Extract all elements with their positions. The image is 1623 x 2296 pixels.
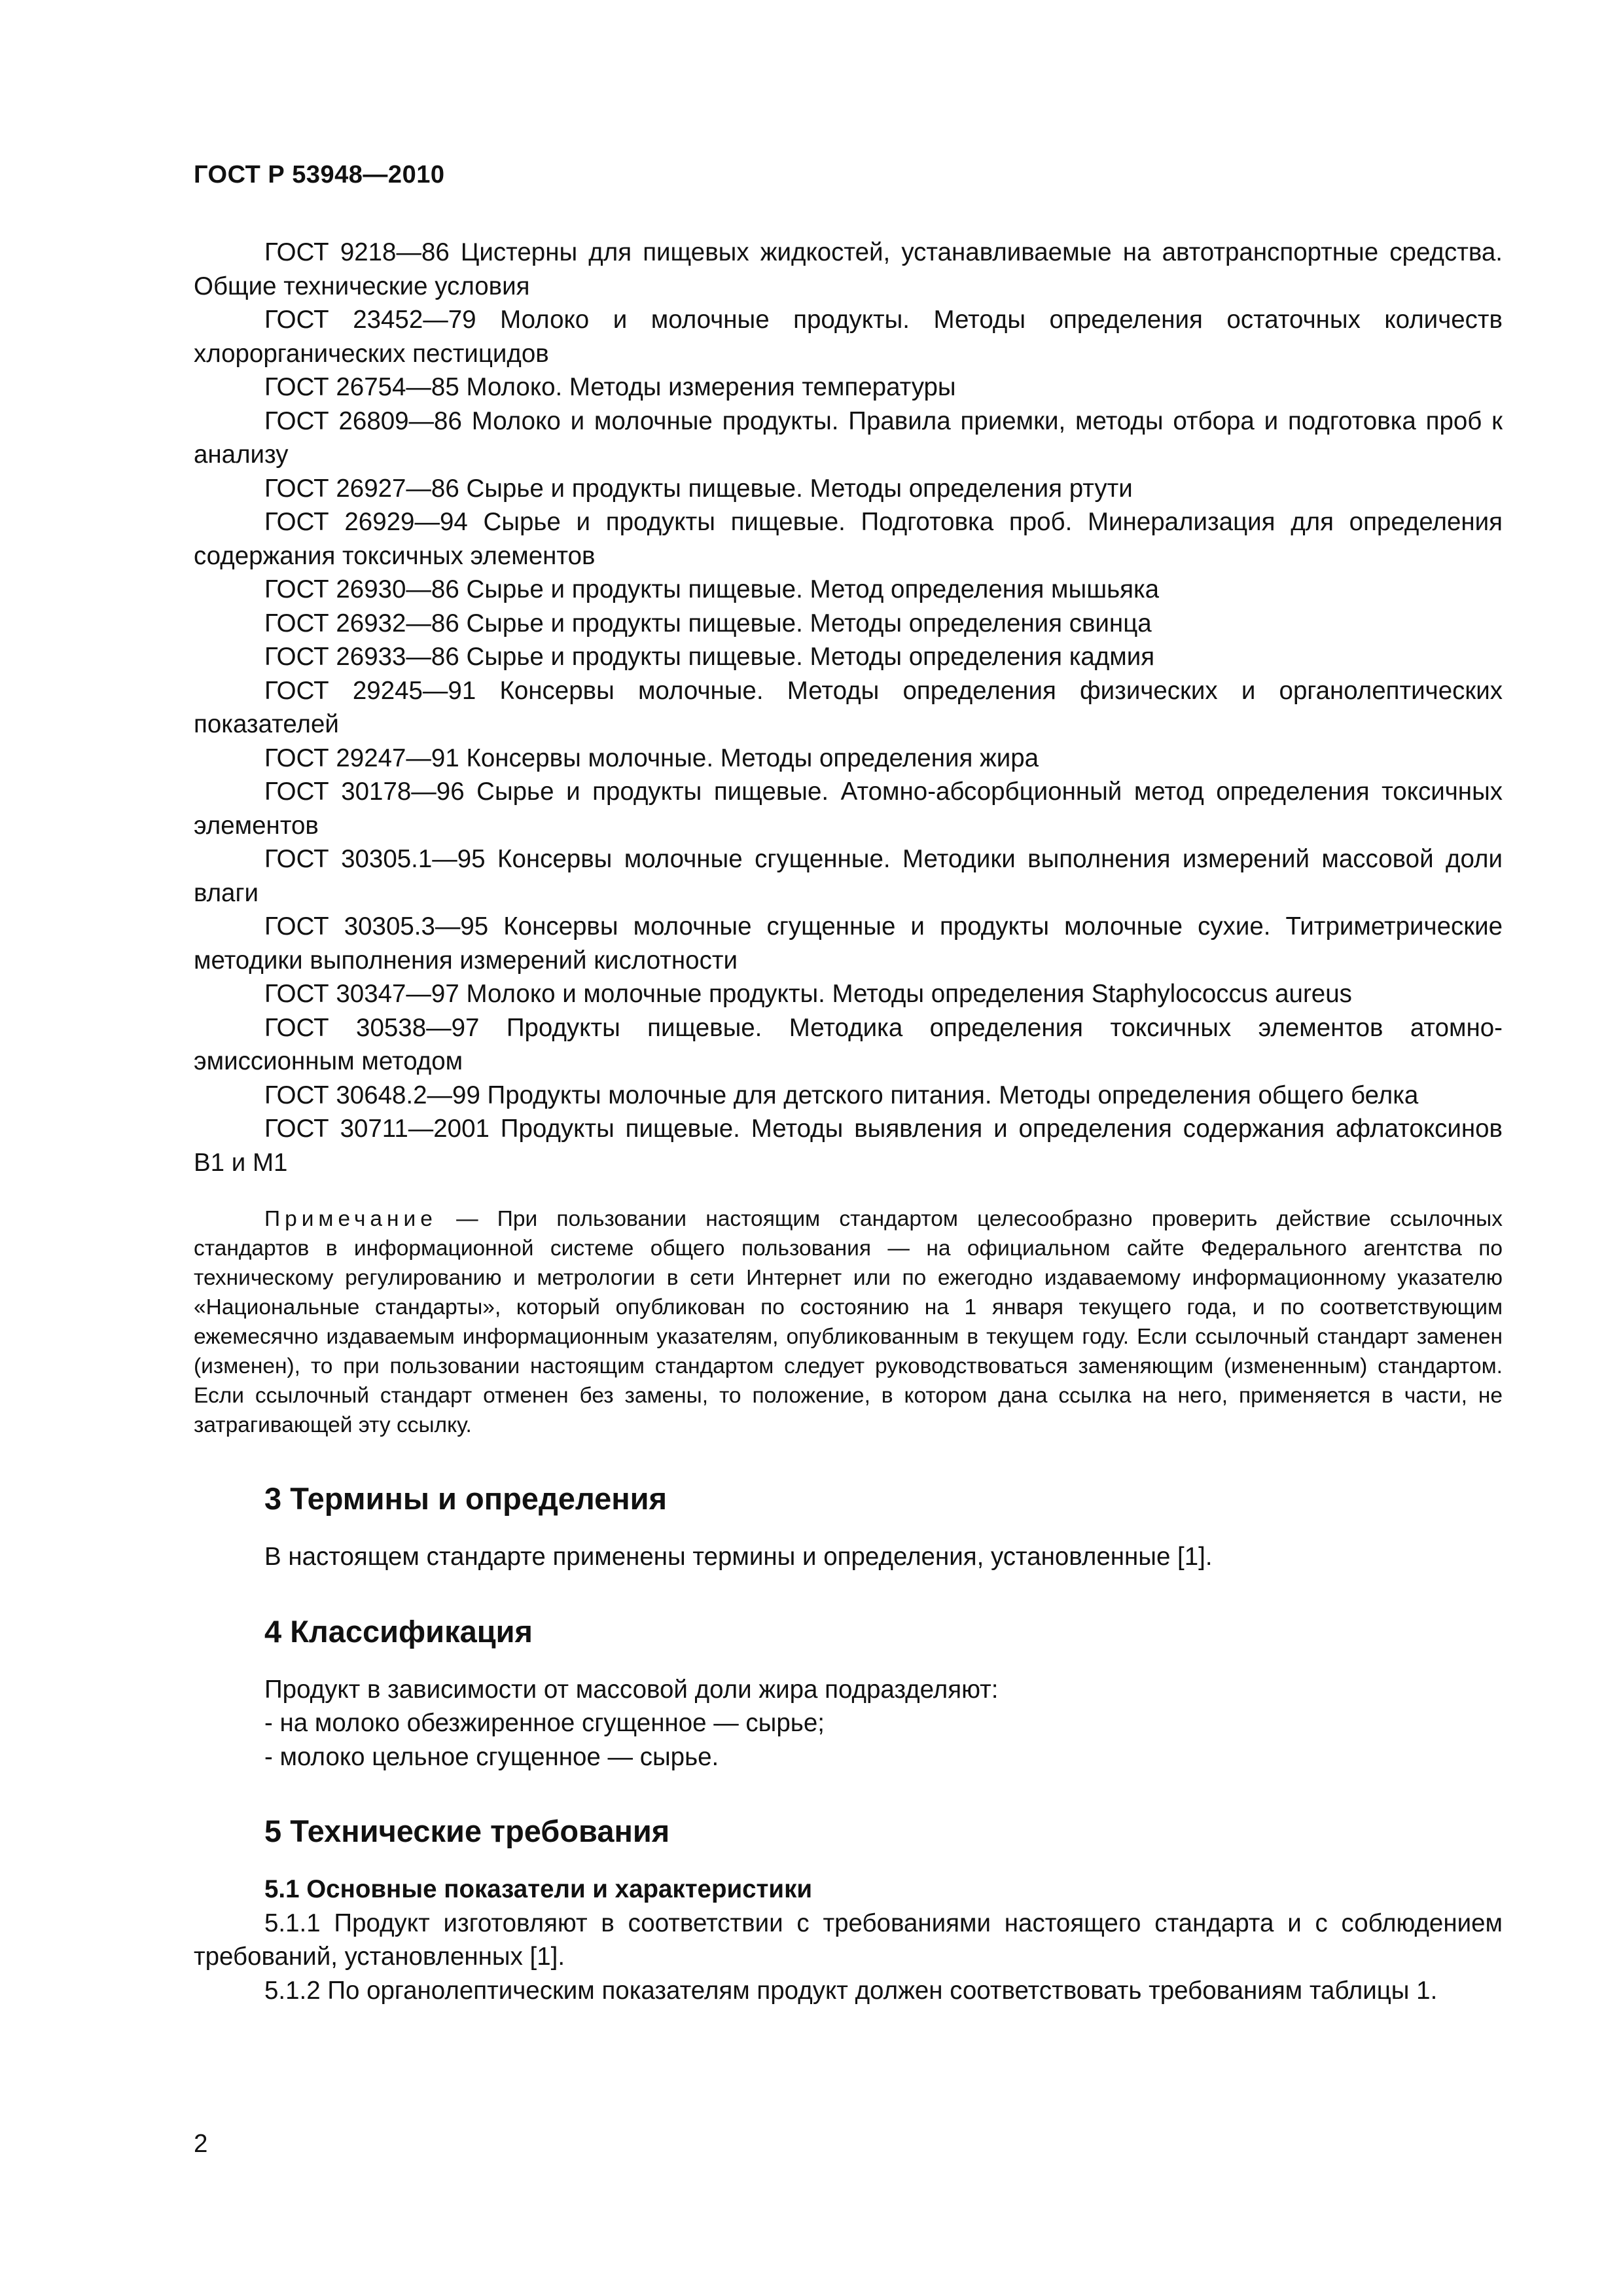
reference-item: ГОСТ 30347—97 Молоко и молочные продукты. Методы определения Staphylococcus aureus bbox=[264, 980, 1352, 1008]
reference-item: ГОСТ 26927—86 Сырье и продукты пищевые. Методы определения ртути bbox=[264, 474, 1133, 503]
reference-item: ГОСТ 29245—91 Консервы молочные. Методы определения физических и органолептических показателей bbox=[194, 676, 1503, 738]
list-item: - на молоко обезжиренное сгущенное — сырье; bbox=[264, 1709, 825, 1737]
section-5-title: 5 Технические требования bbox=[264, 1814, 670, 1848]
normative-references-list bbox=[194, 236, 1503, 1179]
reference-item: ГОСТ 30305.3—95 Консервы молочные сгущенные и продукты молочные сухие. Титриметрические методики выполнения измерений кислотности bbox=[194, 912, 1503, 975]
section-4-intro: Продукт в зависимости от массовой доли жира подразделяют: bbox=[264, 1675, 999, 1704]
subsection-5-1-title: 5.1 Основные показатели и характеристики bbox=[264, 1875, 813, 1903]
section-3-title: 3 Термины и определения bbox=[264, 1481, 667, 1516]
reference-item: ГОСТ 9218—86 Цистерны для пищевых жидкостей, устанавливаемые на автотранспортные средства. Общие технические условия bbox=[194, 238, 1503, 300]
page-number: 2 bbox=[194, 2130, 208, 2158]
reference-item: ГОСТ 26754—85 Молоко. Методы измерения температуры bbox=[264, 373, 956, 401]
reference-item: ГОСТ 26933—86 Сырье и продукты пищевые. Методы определения кадмия bbox=[264, 643, 1155, 671]
clause-5-1-2: 5.1.2 По органолептическим показателям продукт должен соответствовать требованиям таблицы 1. bbox=[264, 1976, 1438, 2005]
reference-item: ГОСТ 30538—97 Продукты пищевые. Методика определения токсичных элементов атомно-эмиссионным методом bbox=[194, 1013, 1503, 1075]
page-content bbox=[194, 236, 1503, 2007]
classification-list bbox=[194, 1706, 1503, 1774]
document-header: ГОСТ Р 53948—2010 bbox=[194, 161, 445, 188]
clause-5-1-1: 5.1.1 Продукт изготовляют в соответствии с требованиями настоящего стандарта и с соблюдением требований, установленных [1]. bbox=[194, 1909, 1503, 1971]
reference-item: ГОСТ 26930—86 Сырье и продукты пищевые. Метод определения мышьяка bbox=[264, 575, 1160, 603]
reference-item: ГОСТ 26929—94 Сырье и продукты пищевые. Подготовка проб. Минерализация для определения содержания токсичных элементов bbox=[194, 508, 1503, 570]
reference-item: ГОСТ 23452—79 Молоко и молочные продукты. Методы определения остаточных количеств хлорорганических пестицидов bbox=[194, 306, 1503, 368]
section-4-title: 4 Классификация bbox=[264, 1613, 533, 1649]
reference-item: ГОСТ 30711—2001 Продукты пищевые. Методы выявления и определения содержания афлатоксинов В1 и М1 bbox=[194, 1115, 1503, 1177]
section-3-text: В настоящем стандарте применены термины и определения, установленные [1]. bbox=[264, 1543, 1213, 1571]
reference-item: ГОСТ 26809—86 Молоко и молочные продукты. Правила приемки, методы отбора и подготовка проб к анализу bbox=[194, 406, 1503, 469]
reference-item: ГОСТ 29247—91 Консервы молочные. Методы определения жира bbox=[264, 744, 1039, 772]
reference-item: ГОСТ 26932—86 Сырье и продукты пищевые. Методы определения свинца bbox=[264, 609, 1152, 637]
note-text: — При пользовании настоящим стандартом целесообразно проверить действие ссылочных стандартов в информационной системе общего пользования — на официальном сайте Федерального агентства по техническому регулированию и метрологии в сети Интернет или по ежегодно издаваемому информационному указателю «Национальные стандарты», который опубликован по состоянию на 1 января текущего года, и по соответствующим ежемесячно издаваемым информационным указателям, опубликованным в текущем году. Если ссылочный стандарт заменен (изменен), то при пользовании настоящим стандартом следует руководствоваться заменяющим (измененным) стандартом. Если ссылочный стандарт отменен без замены, то положение, в котором дана ссылка на него, применяется в части, не затрагивающей эту ссылку. bbox=[194, 1207, 1503, 1437]
list-item: - молоко цельное сгущенное — сырье. bbox=[264, 1742, 719, 1771]
reference-item: ГОСТ 30305.1—95 Консервы молочные сгущенные. Методики выполнения измерений массовой доли влаги bbox=[194, 845, 1503, 907]
note-label: Примечание bbox=[264, 1207, 437, 1231]
reference-item: ГОСТ 30178—96 Сырье и продукты пищевые. Атомно-абсорбционный метод определения токсичных элементов bbox=[194, 778, 1503, 840]
note-paragraph bbox=[194, 1204, 1503, 1440]
reference-item: ГОСТ 30648.2—99 Продукты молочные для детского питания. Методы определения общего белка bbox=[264, 1081, 1419, 1109]
